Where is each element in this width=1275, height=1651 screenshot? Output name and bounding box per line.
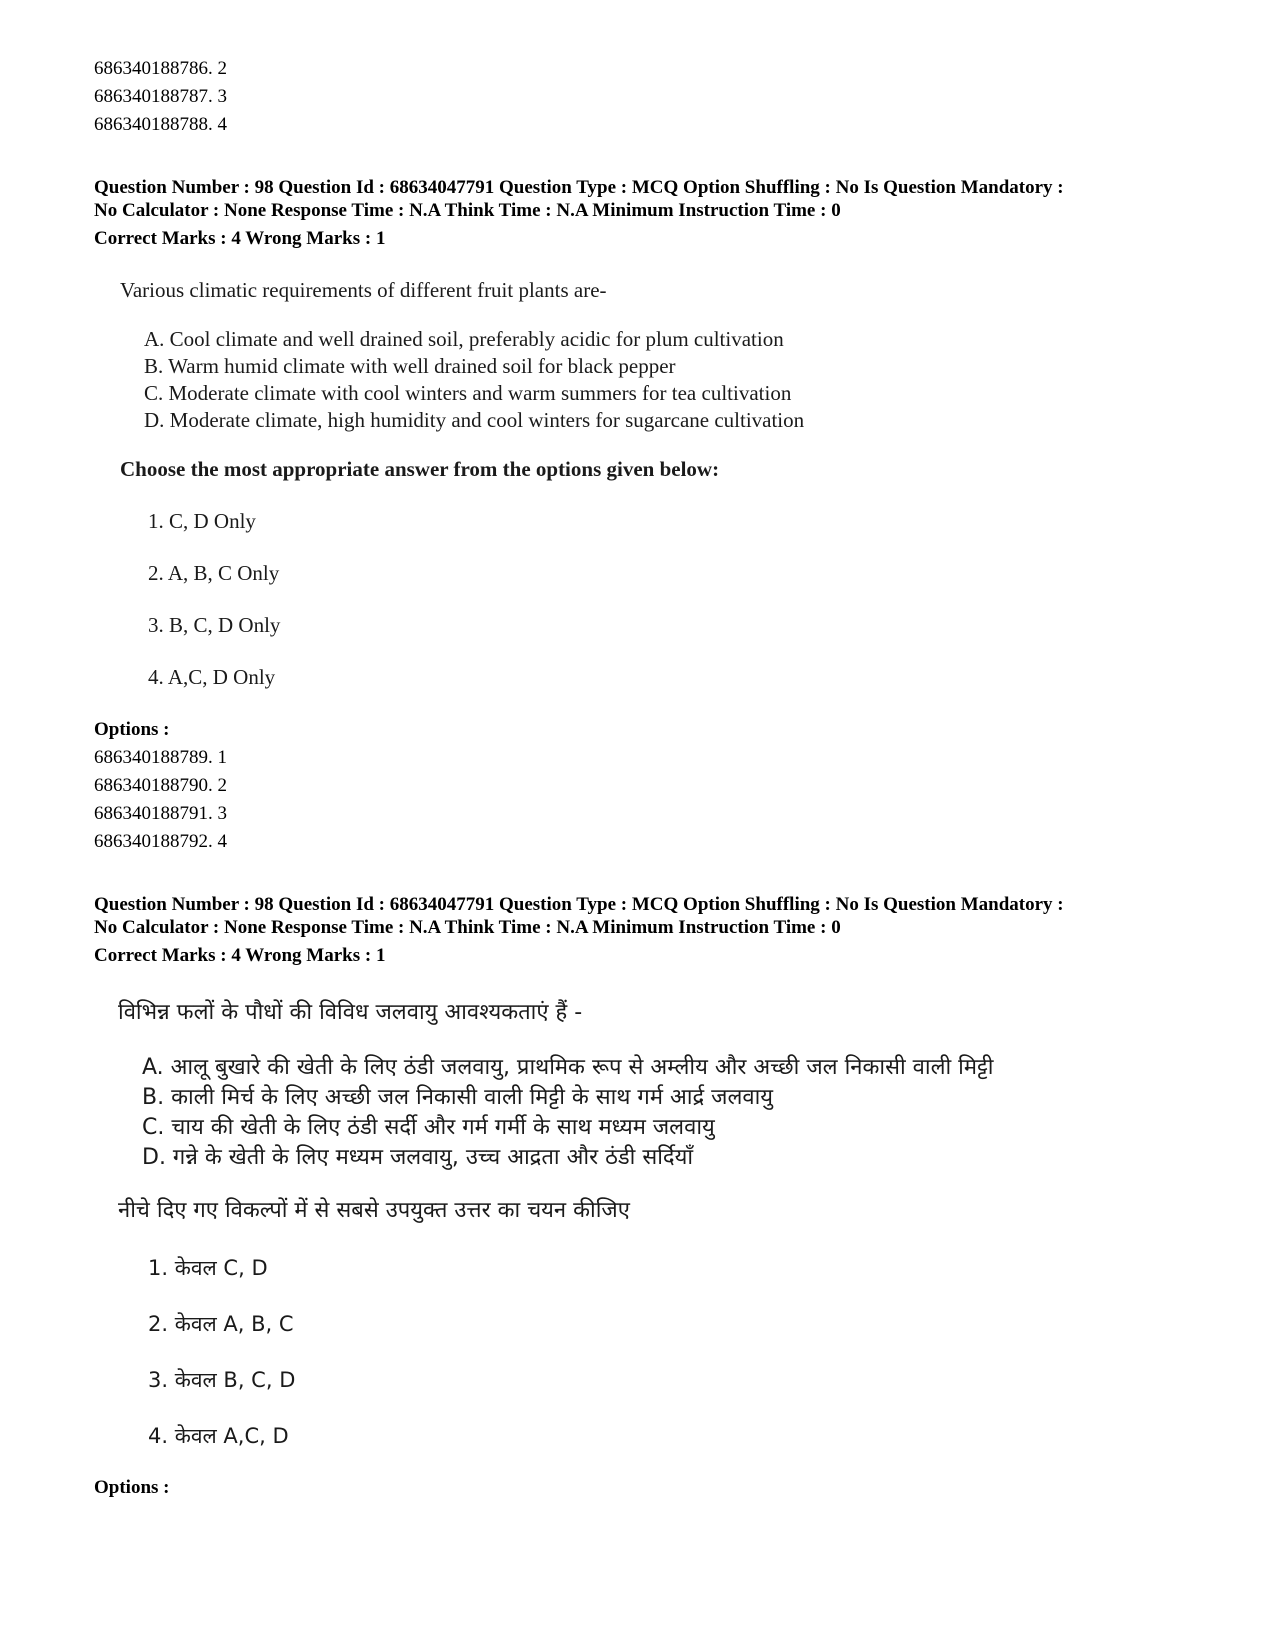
question-statement-c: C. चाय की खेती के लिए ठंडी सर्दी और गर्म गर्मी के साथ मध्यम जलवायु — [142, 1115, 715, 1140]
option-id: 686340188790. 2 — [94, 775, 227, 796]
prev-option-id: 686340188786. 2 — [94, 58, 227, 79]
answer-choice-3: 3. B, C, D Only — [148, 613, 281, 637]
answer-choice-3: 3. केवल B, C, D — [148, 1368, 296, 1392]
answer-choice-1: 1. C, D Only — [148, 509, 256, 533]
question-stem: विभिन्न फलों के पौधों की विविध जलवायु आवश्यकताएं हैं - — [118, 1000, 583, 1025]
answer-choice-2: 2. केवल A, B, C — [148, 1312, 294, 1336]
option-id: 686340188789. 1 — [94, 747, 227, 768]
question-statement-b: B. Warm humid climate with well drained soil for black pepper — [144, 354, 676, 378]
question-instruction: नीचे दिए गए विकल्पों में से सबसे उपयुक्त उत्तर का चयन कीजिए — [118, 1198, 630, 1223]
question-meta-line-1: Question Number : 98 Question Id : 68634047791 Question Type : MCQ Option Shuffling : No Is Question Mandatory : — [94, 177, 1064, 198]
question-marks: Correct Marks : 4 Wrong Marks : 1 — [94, 228, 386, 249]
question-statement-d: D. Moderate climate, high humidity and cool winters for sugarcane cultivation — [144, 408, 805, 432]
question-statement-b: B. काली मिर्च के लिए अच्छी जल निकासी वाली मिट्टी के साथ गर्म आर्द्र जलवायु — [142, 1085, 774, 1110]
question-statement-c: C. Moderate climate with cool winters and warm summers for tea cultivation — [144, 381, 792, 405]
option-id: 686340188792. 4 — [94, 831, 227, 852]
question-instruction: Choose the most appropriate answer from the options given below: — [120, 457, 720, 481]
question-meta-line-2: No Calculator : None Response Time : N.A Think Time : N.A Minimum Instruction Time : 0 — [94, 200, 841, 221]
answer-choice-1: 1. केवल C, D — [148, 1256, 268, 1280]
question-stem: Various climatic requirements of different fruit plants are- — [120, 278, 607, 302]
question-statement-d: D. गन्ने के खेती के लिए मध्यम जलवायु, उच्च आद्रता और ठंडी सर्दियाँ — [142, 1145, 694, 1170]
question-statement-a: A. Cool climate and well drained soil, preferably acidic for plum cultivation — [144, 327, 784, 351]
question-marks: Correct Marks : 4 Wrong Marks : 1 — [94, 945, 386, 966]
prev-option-id: 686340188787. 3 — [94, 86, 227, 107]
prev-option-id: 686340188788. 4 — [94, 114, 227, 135]
question-statement-a: A. आलू बुखारे की खेती के लिए ठंडी जलवायु, प्राथमिक रूप से अम्लीय और अच्छी जल निकासी वाली मिट्टी — [142, 1055, 994, 1080]
question-meta-line-1: Question Number : 98 Question Id : 68634047791 Question Type : MCQ Option Shuffling : No Is Question Mandatory : — [94, 894, 1064, 915]
option-id: 686340188791. 3 — [94, 803, 227, 824]
answer-choice-4: 4. केवल A,C, D — [148, 1424, 289, 1448]
answer-choice-2: 2. A, B, C Only — [148, 561, 280, 585]
options-label: Options : — [94, 1477, 170, 1498]
answer-choice-4: 4. A,C, D Only — [148, 665, 276, 689]
options-label: Options : — [94, 719, 170, 740]
question-meta-line-2: No Calculator : None Response Time : N.A Think Time : N.A Minimum Instruction Time : 0 — [94, 917, 841, 938]
